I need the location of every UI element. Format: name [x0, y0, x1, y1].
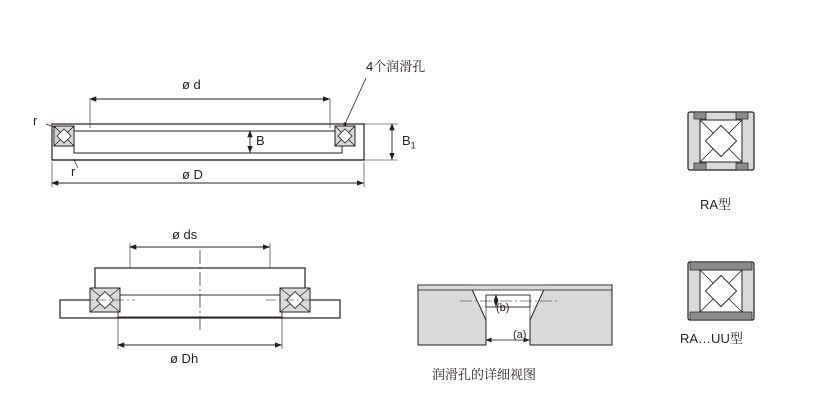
- left-roller-block: [54, 126, 74, 146]
- section-view-group: [60, 243, 340, 349]
- label-corner-radius-bottom: r: [71, 164, 76, 179]
- type-view-ra: [688, 112, 754, 170]
- label-b1-index: 1: [410, 140, 416, 151]
- label-corner-radius-top: r: [33, 113, 38, 128]
- top-view-group: [46, 78, 398, 187]
- label-dim-inner-diameter: ø d: [182, 77, 201, 92]
- label-dim-dh: ø Dh: [170, 351, 199, 366]
- label-type-ra: RA型: [700, 197, 732, 212]
- bearing-inner-band: [74, 131, 342, 153]
- label-detail-a: (a): [513, 329, 527, 341]
- label-dim-width: B: [256, 133, 265, 148]
- detail-right-wall: [530, 285, 612, 345]
- label-lube-hole-note: 4个润滑孔: [366, 59, 426, 74]
- label-b1-base: B: [402, 133, 411, 148]
- dim-outer-diameter: [52, 162, 364, 187]
- label-dim-outer-diameter: ø D: [182, 167, 203, 182]
- detail-left-wall: [418, 285, 486, 345]
- label-detail-caption: 润滑孔的详细视图: [432, 367, 537, 382]
- type-view-ra-uu: [688, 262, 754, 320]
- label-dim-ds: ø ds: [172, 227, 198, 242]
- right-roller-block: [335, 126, 355, 146]
- dim-width-b1: [364, 124, 398, 160]
- label-dim-width-sub: [402, 134, 416, 151]
- label-detail-b: (b): [496, 302, 510, 314]
- label-type-ra-uu: RA…UU型: [680, 331, 743, 346]
- leader-lube-hole: [343, 78, 366, 126]
